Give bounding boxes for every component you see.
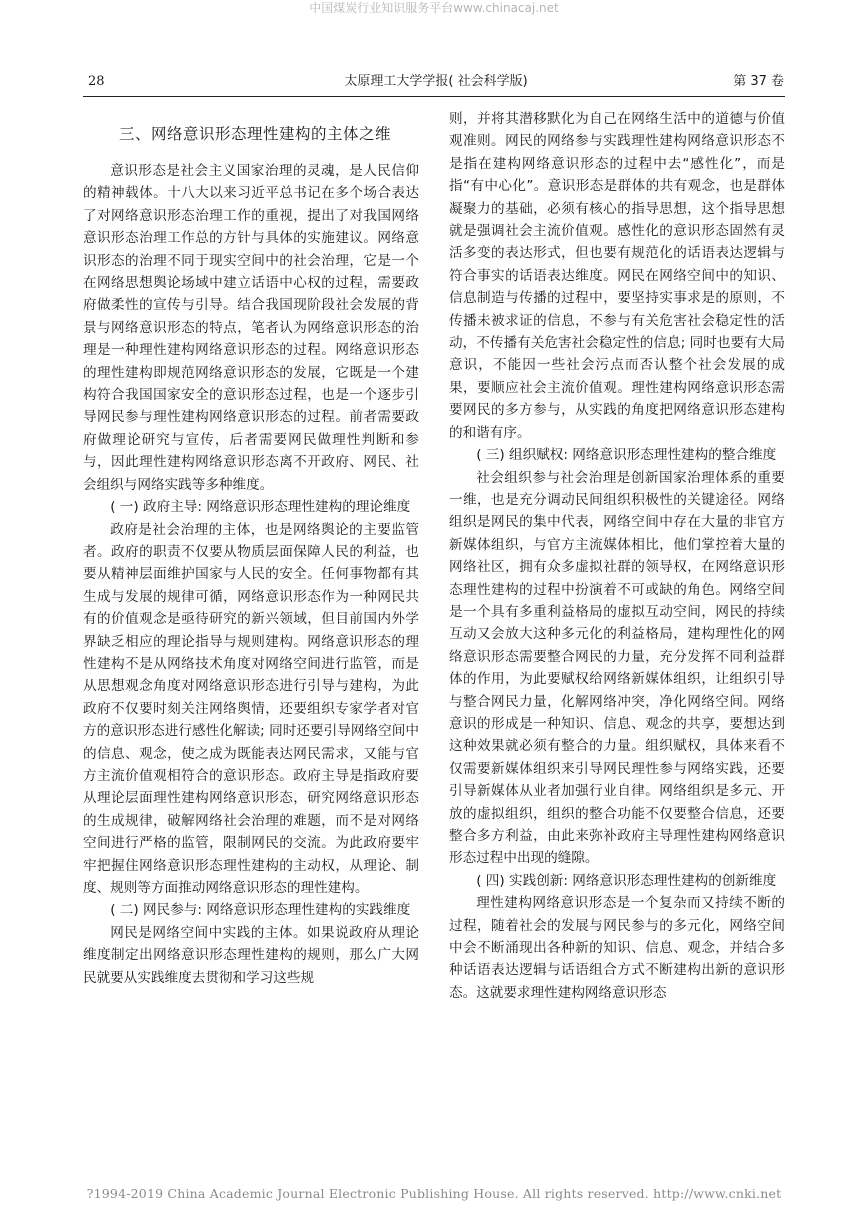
volume-number: 第 37 卷: [733, 74, 784, 89]
page-number: 28: [88, 74, 105, 89]
paragraph: 理性建构网络意识形态是一个复杂而又持续不断的过程，随着社会的发展与网民参与的多元化，网络空间中会不断涌现出各种新的知识、信息、观念，并结合多种话语表达逻辑与话语组合方式不断建构出新的意识形态。这就要求理性建构网络意识形态: [449, 895, 785, 1001]
left-column: [83, 108, 419, 989]
subsection-heading: ( 四) 实践创新: 网络意识形态理性建构的创新维度: [476, 872, 777, 889]
paragraph: 社会组织参与社会治理是创新国家治理体系的重要一维，也是充分调动民间组织积极性的关键途径。网络组织是网民的集中代表，网络空间中存在大量的非官方新媒体组织，与官方主流媒体相比，他们掌控着大量的网络社区，拥有众多虚拟社群的领导权，在网络意识形态理性建构的过程中扮演着不可或缺的角色。网络空间是一个具有多重利益格局的虚拟互动空间，网民的持续互动又会放大这种多元化的利益格局，建构理性化的网络意识形态需要整合网民的力量，充分发挥不同利益群体的作用，为此要赋权给网络新媒体组织，让组织引导与整合网民力量，化解网络冲突，净化网络空间。网络意识的形成是一种知识、信息、观念的共享，要想达到这种效果就必须有整合的力量。组织赋权，具体来看不仅需要新媒体组织来引导网民理性参与网络实践，还要引导新媒体从业者加强行业自律。网络组织是多元、开放的虚拟组织，组织的整合功能不仅要整合信息，还要整合多方利益，由此来弥补政府主导理性建构网络意识形态过程中出现的缝隙。: [449, 469, 785, 867]
subsection-heading: ( 三) 组织赋权: 网络意识形态理性建构的整合维度: [476, 447, 777, 464]
watermark-top: 中国煤炭行业知识服务平台www.chinacaj.net: [309, 1, 559, 15]
header-rule: [83, 96, 785, 97]
paragraph: 则，并将其潜移默化为自己在网络生活中的道德与价值观准则。网民的网络参与实践理性建构网络意识形态不是指在建构网络意识形态的过程中去“感性化”，而是指“有中心化”。意识形态是群体的共有观念，也是群体凝聚力的基础，必须有核心的指导思想，这个指导思想就是强调社会主流价值观。感性化的意识形态固然有灵活多变的表达形式，但也要有规范化的话语表达逻辑与符合事实的话语表达维度。网民在网络空间中的知识、信息制造与传播的过程中，要坚持实事求是的原则，不传播未被求证的信息，不参与有关危害社会稳定性的活动，不传播有关危害社会稳定性的信息; 同时也要有大局意识，不能因一些社会污点而否认整个社会发展的成果，要顺应社会主流价值观。理性建构网络意识形态需要网民的多方参与，从实践的角度把网络意识形态建构的和谐有序。: [449, 111, 785, 441]
right-column: [449, 108, 785, 1004]
paragraph: 政府是社会治理的主体，也是网络舆论的主要监管者。政府的职责不仅要从物质层面保障人民的利益，也要从精神层面维护国家与人民的安全。任何事物都有其生成与发展的规律可循，网络意识形态作为一种网民共有的价值观念是亟待研究的新兴领域，但目前国内外学界缺乏相应的理论指导与规则建构。网络意识形态的理性建构不是从网络技术角度对网络空间进行监管，而是从思想观念角度对网络意识形态进行引导与建构，为此政府不仅要时刻关注网络舆情，还要组织专家学者对官方的意识形态进行感性化解读; 同时还要引导网络空间中的信息、观念，使之成为既能表达网民需求，又能与官方主流价值观相符合的意识形态。政府主导是指政府要从理论层面理性建构网络意识形态，研究网络意识形态的生成规律，破解网络社会治理的难题，而不是对网络空间进行严格的监管，限制网民的交流。为此政府要牢牢把握住网络意识形态理性建构的主动权，从理论、制度、规则等方面推动网络意识形态的理性建构。: [83, 521, 419, 896]
paragraph: 意识形态是社会主义国家治理的灵魂，是人民信仰的精神载体。十八大以来习近平总书记在多个场合表达了对网络意识形态治理工作的重视，提出了对我国网络意识形态治理工作总的方针与具体的实施建议。网络意识形态的治理不同于现实空间中的社会治理，它是一个在网络思想舆论场域中建立话语中心权的过程，需要政府做柔性的宣传与引导。结合我国现阶段社会发展的背景与网络意识形态的特点，笔者认为网络意识形态的治理是一种理性建构网络意识形态的过程。网络意识形态的理性建构即规范网络意识形态的发展，它既是一个建构符合我国国家安全的意识形态过程，也是一个逐步引导网民参与理性建构网络意识形态的过程。前者需要政府做理论研究与宣传，后者需要网民做理性判断和参与，因此理性建构网络意识形态离不开政府、网民、社会组织与网络实践等多种维度。: [83, 163, 419, 493]
copyright-footer: ?1994-2019 China Academic Journal Electronic Publishing House. All rights reserved. http://www.cnki.net: [86, 1186, 782, 1201]
subsection-heading: ( 一) 政府主导: 网络意识形态理性建构的理论维度: [110, 499, 411, 516]
page-header: [88, 73, 784, 91]
journal-title: 太原理工大学学报( 社会科学版): [344, 74, 528, 89]
subsection-heading: ( 二) 网民参与: 网络意识形态理性建构的实践维度: [110, 902, 411, 919]
section-title: 三、网络意识形态理性建构的主体之维: [119, 125, 392, 143]
paragraph: 网民是网络空间中实践的主体。如果说政府从理论维度制定出网络意识形态理性建构的规则，那么广大网民就要从实践维度去贯彻和学习这些规: [83, 924, 419, 986]
